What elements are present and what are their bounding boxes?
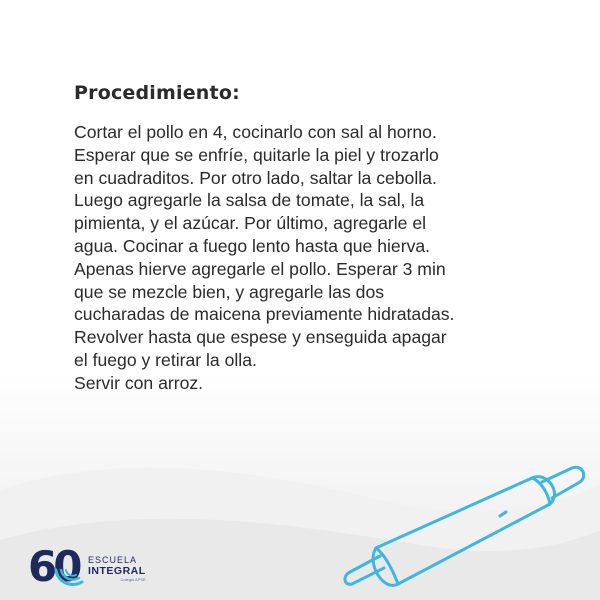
procedure-line: Esperar que se enfríe, quitarle la piel y trozarlo — [74, 144, 439, 165]
procedure-text — [74, 121, 544, 395]
procedure-line: Revolver hasta que espese y enseguida apagar — [74, 327, 447, 348]
procedure-line: Luego agregarle la salsa de tomate, la sal, la — [74, 190, 425, 211]
procedure-line: Apenas hierve agregarle el pollo. Esperar 3 min — [74, 258, 446, 279]
logo-line-integral: INTEGRAL — [88, 565, 146, 577]
procedure-line: pimienta, y el azúcar. Por último, agregarle el — [74, 213, 427, 234]
logo-number: 60 — [28, 542, 79, 591]
procedure-line: en cuadraditos. Por otro lado, saltar la cebolla. — [74, 167, 437, 188]
procedure-line: que se mezcle bien, y agregarle las dos — [74, 281, 385, 302]
school-logo — [28, 544, 168, 594]
procedure-line: Cortar el pollo en 4, cocinarlo con sal al horno. — [74, 122, 437, 142]
logo-line-escuela: ESCUELA — [88, 555, 138, 565]
procedure-heading: Procedimiento: — [74, 82, 240, 104]
procedure-line: agua. Cocinar a fuego lento hasta que hierva. — [74, 235, 431, 256]
logo-text — [88, 555, 146, 582]
procedure-line: el fuego y retirar la olla. — [74, 349, 257, 370]
procedure-line: cucharadas de maicena previamente hidratadas. — [74, 304, 455, 325]
rolling-pin-icon — [336, 460, 596, 590]
procedure-line: Servir con arroz. — [74, 372, 204, 393]
logo-line-colegio: Colegio APSE — [120, 577, 146, 582]
logo-swoosh-icon — [52, 560, 88, 590]
